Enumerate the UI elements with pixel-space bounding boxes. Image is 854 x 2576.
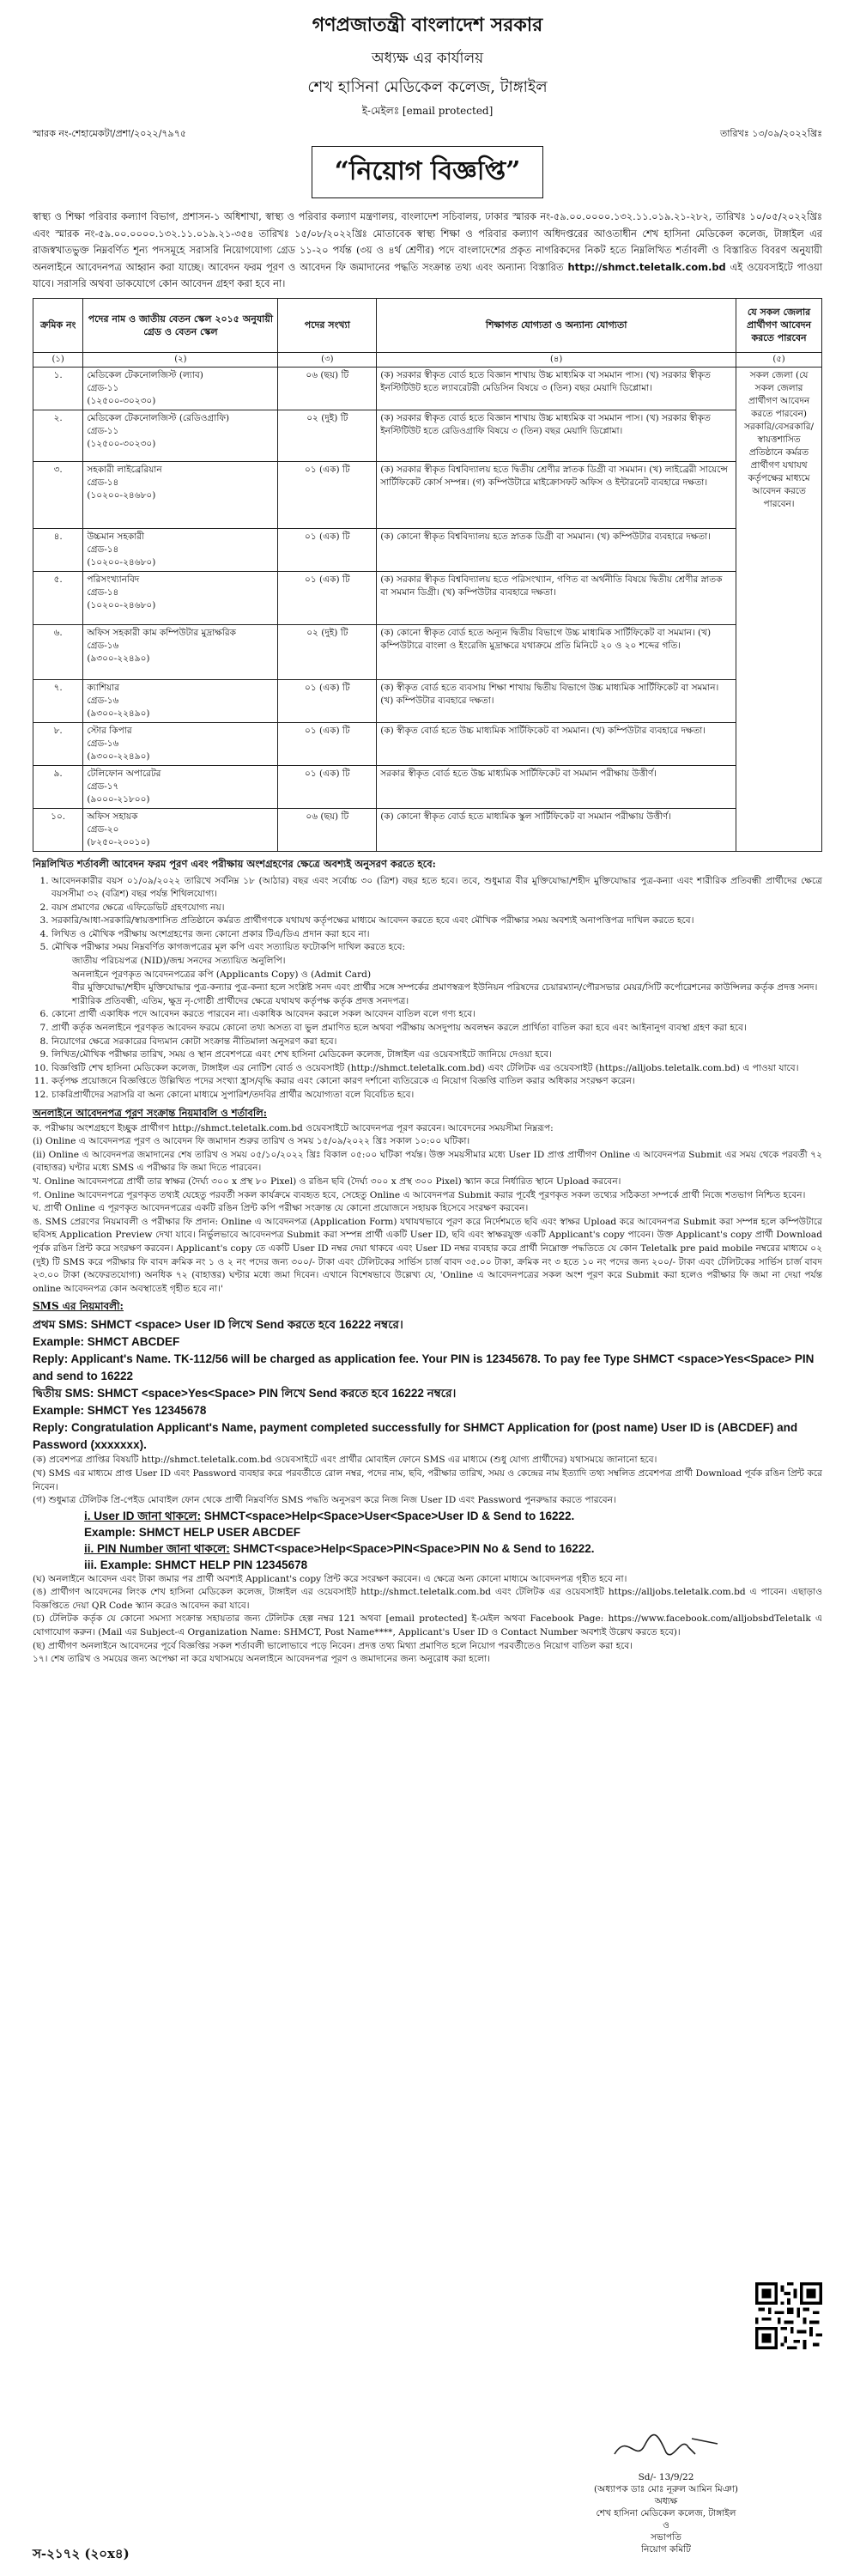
row-post: [83, 367, 278, 410]
help-example: iii. Example: SHMCT HELP PIN 12345678: [84, 1558, 308, 1571]
online-line-i: (i) Online এ আবেদনপত্র পূরণ ও আবেদন ফি জমাদান শুরুর তারিখ ও সময় ১৫/০৯/২০২২ খ্রিঃ সকাল ১০:০০ ঘটিকা।: [33, 1136, 470, 1147]
row-qualification: (ক) স্বীকৃত বোর্ড হতে উচ্চ মাধ্যমিক সার্টিফিকেট বা সমমান। (খ) কম্পিউটার ব্যবহারে দক্ষতা।: [377, 722, 736, 765]
intro-paragraph: [33, 209, 822, 293]
signatory-name: (অধ্যাপক ডাঃ মোঃ নূরুল আমিন মিঞা): [594, 2484, 738, 2494]
post-grade: গ্রেড-১৬: [87, 695, 119, 706]
row-count: ০১ (এক) টি: [278, 571, 377, 624]
row-count: ০১ (এক) টি: [278, 722, 377, 765]
online-para-ung: ঙ. SMS প্রেরণের নিয়মাবলী ও পরীক্ষার ফি প্রদান: Online এ আবেদনপত্র (Application Form) যথাযথভাবে পূরণ করে নির্দেশমতে ছবি এবং স্বাক্ষর Upload করে আবেদনপত্র Submit করা সম্পন্ন হলে কম্পিউটারে ছবিসহ Application Preview দেখা যাবে। নির্ভুলভাবে আবেদনপত্র Submit করা সম্পন্ন প্রার্থী একটি User ID, ছবি এবং স্বাক্ষরযুক্ত একটি Applicant's copy পাবেন। উক্ত Applicant's copy প্রার্থী Download পূর্বক রঙিন প্রিন্ট করে সংরক্ষণ করবেন। Applicant's copy তে একটি User ID নম্বর দেয়া থাকবে এবং User ID নম্বর ব্যবহার করে প্রার্থী নিম্নোক্ত পদ্ধতিতে যে কোন Teletalk pre paid mobile নম্বরের মাধ্যমে ০২ (দুই) টি SMS করে পরীক্ষার ফি বাবদ ক্রমিক নং ১ ও ২ নং পদের জন্য ৩০০/- টাকা এবং টেলিটকের সার্ভিস চার্জ বাবদ ৩৫.০০ টাকা, ক্রমিক নং ৩ হতে ১০ নং পদের জন্য ২০০/- টাকা এবং টেলিটকের সার্ভিস চার্জ বাবদ ২৩.০০ টাকা (অফেরতযোগ্য) অনধিক ৭২ (বাহাত্তর) ঘণ্টার মধ্যে জমা দিবেন। এখানে বিশেষভাবে উল্লেখ্য যে, 'Online এ আবেদনপত্রের সকল অংশ পূরণ করে Submit করা হলেও পরীক্ষার ফি জমা না দেয়া পর্যন্ত online আবেদনপত্র কোন অবস্থাতেই গৃহীত হবে না।': [33, 1216, 822, 1294]
row-serial: ৪.: [33, 528, 83, 571]
job-circular-page: [33, 7, 822, 2569]
sms-note-ung: (ঙ) প্রার্থীগণ আবেদনের লিংক শেখ হাসিনা মেডিকেল কলেজ, টাঙ্গাইল এর ওয়েবসাইট http://shmct.teletalk.com.bd এবং টেলিটক এর ওয়েবসাইট https://alljobs.teletalk.com.bd এ পাবেন। এছাড়াও বিজ্ঞপ্তিতে দেয়া QR Code স্ক্যান করেও আবেদন করা যাবে।: [33, 1587, 822, 1611]
row-post: [83, 765, 278, 808]
closing-note: ১৭। শেষ তারিখ ও সময়ের জন্য অপেক্ষা না করে যথাসময়ে অনলাইনে আবেদনপত্র পূরণ ও জমাদানের জন্য অনুরোধ করা হলো।: [33, 1654, 490, 1665]
online-para-kha: খ. Online আবেদনপত্রে প্রার্থী তার স্বাক্ষর (দৈর্ঘ্য ৩০০ x প্রস্থ ৮০ Pixel) ও রঙিন ছবি (দৈর্ঘ্য ৩০০ x প্রস্থ ৩০০ Pixel) স্ক্যান করে নির্ধারিত স্থানে Upload করবেন।: [33, 1176, 621, 1187]
intro-text-after: এই ওয়েবসাইটে পাওয়া যাবে। সরাসরি অথবা ডাকযোগে কোন আবেদন গ্রহণ করা হবে না।: [33, 260, 823, 289]
conditions-list: [33, 875, 822, 1103]
post-name: পরিসংখ্যানবিদ: [87, 574, 140, 585]
header-post-count: পদের সংখ্যা: [278, 298, 377, 352]
help-label: ii. PIN Number জানা থাকলে:: [84, 1541, 230, 1555]
table-row: [33, 367, 822, 410]
sms-reply-1: Reply: Applicant's Name. TK-112/56 will be charged as application fee. Your PIN is 12345678. To pay fee Type SHMCT <space>Yes<Space> PIN and send to 16222: [33, 1352, 815, 1383]
row-qualification: (ক) কোনো স্বীকৃত বিশ্ববিদ্যালয় হতে স্নাতক ডিগ্রী বা সমমান। (খ) কম্পিউটার ব্যবহারে দক্ষতা।: [377, 528, 736, 571]
post-grade: গ্রেড-১১: [87, 425, 119, 436]
online-para-ga: গ. Online আবেদনপত্রে পূরণকৃত তথ্যই যেহেতু পরবর্তী সকল কার্যক্রমে ব্যবহৃত হবে, সেহেতু Online এ আবেদনপত্র Submit করার পূর্বেই পূরণকৃত সকল তথ্যের সঠিকতা সম্পর্কে প্রার্থী নিজে শতভাগ নিশ্চিত হবেন।: [33, 1189, 806, 1200]
row-serial: ৯.: [33, 765, 83, 808]
row-serial: ৩.: [33, 461, 83, 528]
intro-text: স্বাস্থ্য ও শিক্ষা পরিবার কল্যাণ বিভাগ, প্রশাসন-১ অধিশাখা, স্বাস্থ্য ও পরিবার কল্যাণ মন্ত্রণালয়, বাংলাদেশ সচিবালয়, ঢাকার স্মারক নং-৫৯.০০.০০০০.১৩২.১১.০১৯.২১-২৮২, তারিখঃ ১০/০৫/২০২২খ্রিঃ এবং স্মারক নং-৫৯.০০.০০০০.১৩২.১১.০১৯.২১-৩৫৪ তারিখঃ ১৫/০৮/২০২২খ্রিঃ মোতাবেক স্বাস্থ্য শিক্ষা ও পরিবার কল্যাণ অধিদপ্তরের আওতাধীন শেখ হাসিনা মেডিকেল কলেজ, টাঙ্গাইল এর রাজস্বখাতভুক্ত নিম্নবর্ণিত শূন্য পদসমূহে সরাসরি নিয়োগযোগ্য গ্রেড ১১-২০ পর্যন্ত (৩য় ও ৪র্থ শ্রেণীর) পদে বাংলাদেশের প্রকৃত নাগরিকদের নিকট হতে নিম্নলিখিত শর্তাবলী ও বিস্তারিত বিবরণ অনুযায়ী অনলাইনে আবেদনপত্র আহ্বান করা যাচ্ছে। আবেদন ফরম পূরণ ও আবেদন ফি জমাদানের পদ্ধতি সংক্রান্ত তথ্য এবং অন্যান্য বিস্তারিত: [33, 210, 822, 273]
condition-item: 4. লিখিত ও মৌখিক পরীক্ষায় অংশগ্রহণের জন্য কোনো প্রকার টিএ/ডিএ প্রদান করা হবে না।: [51, 928, 822, 942]
row-serial: ২.: [33, 410, 83, 461]
post-scale: (৯৩০০-২২৪৯০): [87, 708, 150, 719]
row-serial: ১.: [33, 367, 83, 410]
row-count: ০১ (এক) টি: [278, 461, 377, 528]
sms-example-2: Example: SHMCT Yes 12345678: [33, 1404, 207, 1418]
memo-number: স্মারক নং-শেহামেকটা/প্রশা/২০২২/৭৯৭৫: [33, 128, 186, 139]
condition-item: 10. বিজ্ঞপ্তিটি শেখ হাসিনা মেডিকেল কলেজ, টাঙ্গাইল এর নোটিশ বোর্ড ও ওয়েবসাইট (http://shmct.teletalk.com.bd) এবং টেলিটক এর ওয়েবসাইট (https://alljobs.teletalk.com.bd) এ পাওয়া যাবে।: [51, 1062, 822, 1076]
post-grade: গ্রেড-১৪: [87, 586, 119, 598]
header-serial: ক্রমিক নং: [33, 298, 83, 352]
condition-item: 1. আবেদনকারীর বয়স ০১/০৯/২০২২ তারিখে সর্বনিম্ন ১৮ (আঠার) বছর এবং সর্বোচ্চ ৩০ (ত্রিশ) বছর হতে হবে। তবে, শুধুমাত্র বীর মুক্তিযোদ্ধা/শহীদ মুক্তিযোদ্ধার পুত্র-কন্যা এবং শারীরিক প্রতিবন্ধী প্রার্থীদের ক্ষেত্রে বয়সসীমা ৩২ (বত্রিশ) বছর পর্যন্ত শিথিলযোগ্য।: [51, 875, 822, 902]
help-body: SHMCT<space>Help<Space>PIN<Space>PIN No & Send to 16222.: [233, 1541, 595, 1555]
row-serial: ৭.: [33, 679, 83, 722]
row-post: [83, 679, 278, 722]
post-name: উচ্চমান সহকারী: [87, 531, 145, 542]
office-name: অধ্যক্ষ এর কার্যালয়: [371, 50, 484, 67]
condition-item: 2. বয়স প্রমাণের ক্ষেত্রে এফিডেভিট গ্রহণযোগ্য নয়।: [51, 902, 822, 915]
column-number-row: [33, 352, 822, 367]
row-count: ০৬ (ছয়) টি: [278, 367, 377, 410]
col-number: (৫): [736, 352, 822, 367]
posts-table: [33, 298, 822, 852]
table-row: [33, 410, 822, 461]
row-post: [83, 571, 278, 624]
circular-title: “নিয়োগ বিজ্ঞপ্তি”: [312, 146, 544, 198]
document-list: [51, 955, 822, 1008]
condition-item: 11. কর্তৃপক্ষ প্রয়োজনে বিজ্ঞপ্তিতে উল্লিখিত পদের সংখ্যা হ্রাস/বৃদ্ধি করার এবং কোনো কারণ দর্শানো ব্যতিরেকে এ নিয়োগ বিজ্ঞপ্তি বাতিল করার অধিকার সংরক্ষণ করেন।: [51, 1075, 822, 1089]
signature-scribble-icon: [606, 2428, 726, 2468]
table-row: [33, 571, 822, 624]
row-count: ০১ (এক) টি: [278, 679, 377, 722]
sms-note-ga: (গ) শুধুমাত্র টেলিটক প্রি-পেইড মোবাইল ফোন থেকে প্রার্থী নিম্নবর্ণিত SMS পদ্ধতি অনুসরণ করে নিজ নিজ User ID এবং Password পুনরুদ্ধার করতে পারবেন।: [33, 1495, 616, 1506]
table-row: [33, 461, 822, 528]
row-count: ০২ (দুই) টি: [278, 624, 377, 679]
government-name: গণপ্রজাতন্ত্রী বাংলাদেশ সরকার: [312, 14, 543, 36]
title-box: [33, 146, 822, 198]
table-row: [33, 765, 822, 808]
row-post: [83, 624, 278, 679]
row-count: ০১ (এক) টি: [278, 528, 377, 571]
help-label: i. User ID জানা থাকলে:: [84, 1509, 202, 1522]
online-para-gha: ঘ. প্রার্থী Online এ পূরণকৃত আবেদনপত্রের একটি রঙিন প্রিন্ট কপি পরীক্ষা সংক্রান্ত যে কোনো প্রয়োজনে সহায়ক হিসেবে সংরক্ষণ করবেন।: [33, 1203, 529, 1214]
sms-first: প্রথম SMS: SHMCT <space> User ID লিখে Send করতে হবে 16222 নম্বরে।: [33, 1318, 403, 1332]
header-districts: যে সকল জেলার প্রার্থীগণ আবেদন করতে পারবেন: [736, 298, 822, 352]
header-post-name: পদের নাম ও জাতীয় বেতন স্কেল ২০১৫ অনুযায়ী গ্রেড ও বেতন স্কেল: [83, 298, 278, 352]
post-grade: গ্রেড-১১: [87, 382, 119, 393]
help-user-id: [84, 1508, 822, 1524]
post-name: টেলিফোন অপারেটর: [87, 768, 161, 779]
row-qualification: (ক) কোনো স্বীকৃত বোর্ড হতে মাধ্যমিক স্কুল সার্টিফিকেট বা সমমান পরীক্ষায় উত্তীর্ণ।: [377, 808, 736, 851]
col-number: (১): [33, 352, 83, 367]
sms-note-gha: (ঘ) অনলাইনে আবেদন এবং টাকা জমার পর প্রার্থী অবশ্যই Applicant's copy প্রিন্ট করে সংরক্ষণ করবেন। এ ক্ষেত্রে অন্য কোনো মাধ্যমে আবেদনপত্র গৃহীত হবে না।: [33, 1573, 627, 1584]
table-row: [33, 528, 822, 571]
row-qualification: (ক) স্বীকৃত বোর্ড হতে ব্যবসায় শিক্ষা শাখায় দ্বিতীয় বিভাগে উচ্চ মাধ্যমিক সার্টিফিকেট বা সমমান। (খ) কম্পিউটার ব্যবহারে দক্ষতা।: [377, 679, 736, 722]
post-name: ক্যাশিয়ার: [87, 682, 120, 693]
row-count: ০৬ (ছয়) টি: [278, 808, 377, 851]
row-post: [83, 722, 278, 765]
row-post: [83, 528, 278, 571]
post-name: অফিস সহকারী কাম কম্পিউটার মুদ্রাক্ষরিক: [87, 627, 236, 638]
help-pin: [84, 1540, 822, 1557]
signatory-committee: সভাপতি: [651, 2532, 681, 2543]
condition-item: [51, 941, 822, 1008]
document-item: অনলাইনে পূরণকৃত আবেদনপত্রের কপি (Applicants Copy) ও (Admit Card): [72, 969, 372, 980]
footer-code: স-২১৭২ (২০x৪): [33, 2546, 130, 2561]
college-email: ই-মেইলঃ [email protected]: [361, 105, 494, 117]
post-scale: (১২৫০০-৩০২৩০): [87, 395, 156, 406]
table-row: [33, 624, 822, 679]
password-help-list: [84, 1508, 822, 1573]
document-item: জাতীয় পরিচয়পত্র (NID)/জন্ম সনদের সত্যায়িত অনুলিপি।: [72, 956, 286, 967]
post-grade: গ্রেড-১৪: [87, 544, 119, 555]
col-number: (২): [83, 352, 278, 367]
row-post: [83, 808, 278, 851]
post-scale: (৯৩০০-২২৪৯০): [87, 750, 150, 762]
sms-heading: SMS এর নিয়মাবলী:: [33, 1300, 124, 1313]
sms-second: দ্বিতীয় SMS: SHMCT <space>Yes<Space> PIN লিখে Send করতে হবে 16222 নম্বরে।: [33, 1387, 457, 1400]
post-scale: (১০২০০-২৪৬৮০): [87, 489, 156, 501]
row-qualification: (ক) কোনো স্বীকৃত বোর্ড হতে অন্যূন দ্বিতীয় বিভাগে উচ্চ মাধ্যমিক সার্টিফিকেট বা সমমান। (খ) কম্পিউটারে বাংলা ও ইংরেজি মুদ্রাক্ষরে যথাক্রমে প্রতি মিনিটে ২০ ও ২০ শব্দের গতি।: [377, 624, 736, 679]
post-name: মেডিকেল টেকনোলজিস্ট (ল্যাব): [87, 369, 203, 380]
row-serial: ৮.: [33, 722, 83, 765]
online-line-ii: (ii) Online এ আবেদনপত্র জমাদানের শেষ তারিখ ও সময় ০৫/১০/২০২২ খ্রিঃ বিকাল ০৫:০০ ঘটিকা পর্যন্ত। উক্ত সময়সীমার মধ্যে User ID প্রাপ্ত প্রার্থীগণ Online এ আবেদনপত্র Submit এর সময় থেকে পরবর্তী ৭২ (বাহাত্তর) ঘণ্টার মধ্যে SMS এ পরীক্ষার ফি জমা দিতে পারবেন।: [33, 1149, 822, 1174]
signatory-committee-name: নিয়োগ কমিটি: [641, 2544, 691, 2555]
help-body: SHMCT<space>Help<Space>User<Space>User ID & Send to 16222.: [203, 1509, 575, 1522]
post-name: সহকারী লাইব্রেরিয়ান: [87, 464, 162, 475]
sms-note-chha: (ছ) প্রার্থীগণ অনলাইনে আবেদনের পূর্বে বিজ্ঞপ্তির সকল শর্তাবলী ভালোভাবে পড়ে নিবেন। প্রদত্ত তথ্য মিথ্যা প্রমাণিত হলে নিয়োগ পরবর্তীতেও নিয়োগ বাতিল করা হবে।: [33, 1640, 633, 1651]
post-grade: গ্রেড-১৬: [87, 640, 119, 651]
signatory-role: ও: [663, 2520, 669, 2530]
post-scale: (১০২০০-২৪৬৮০): [87, 556, 156, 568]
row-qualification: (ক) সরকার স্বীকৃত বোর্ড হতে বিজ্ঞান শাখায় উচ্চ মাধ্যমিক বা সমমান পাস। (খ) সরকার স্বীকৃত ইনস্টিটিউট হতে রেডিওগ্রাফি বিষয়ে ৩ (তিন) বছর মেয়াদি ডিপ্লোমা।: [377, 410, 736, 461]
table-row: [33, 679, 822, 722]
row-count: ০১ (এক) টি: [278, 765, 377, 808]
row-post: [83, 461, 278, 528]
row-serial: ১০.: [33, 808, 83, 851]
signatory-org: শেখ হাসিনা মেডিকেল কলেজ, টাঙ্গাইল: [596, 2508, 736, 2518]
condition-item: 3. সরকারি/আধা-সরকারি/স্বায়ত্তশাসিত প্রতিষ্ঠানে কর্মরত প্রার্থীগণকে যথাযথ কর্তৃপক্ষের মাধ্যমে আবেদন করতে হবে এবং মৌখিক পরীক্ষার সময় অবশ্যই অনাপত্তিপত্র দাখিল করতে হবে।: [51, 914, 822, 928]
row-qualification: (ক) সরকার স্বীকৃত বোর্ড হতে বিজ্ঞান শাখায় উচ্চ মাধ্যমিক বা সমমান পাস। (খ) সরকার স্বীকৃত ইনস্টিটিউট হতে ল্যাবরেটরী মেডিসিন বিষয়ে ৩ (তিন) বছর মেয়াদি ডিপ্লোমা।: [377, 367, 736, 410]
signatory-title: অধ্যক্ষ: [654, 2496, 678, 2506]
sms-note-ka: (ক) প্রবেশপত্র প্রাপ্তির বিষয়টি http://shmct.teletalk.com.bd ওয়েবসাইটে এবং প্রার্থীর মোবাইল ফোনে SMS এর মাধ্যমে (শুধু যোগ্য প্রার্থীদের) যথাসময়ে জানানো হবে।: [33, 1455, 657, 1466]
quota-note: সকল জেলা (যে সকল জেলার প্রার্থীগণ আবেদন করতে পারবেন) সরকারি/বেসরকারি/স্বায়ত্তশাসিত প্রতিষ্ঠানে কর্মরত প্রার্থীগণ যথাযথ কর্তৃপক্ষের মাধ্যমে আবেদন করতে পারবেন।: [736, 367, 822, 851]
memo-row: [33, 126, 822, 143]
condition-item: 7. প্রার্থী কর্তৃক অনলাইনে পূরণকৃত আবেদন ফরমে কোনো তথ্য অসত্য বা ভুল প্রমাণিত হলে অথবা পরীক্ষায় অসদুপায় অবলম্বন করলে প্রার্থিতা বাতিল করা হবে এবং আইনানুগ ব্যবস্থা গ্রহণ করা হবে।: [51, 1022, 822, 1036]
signature-block: [554, 2428, 778, 2555]
college-name: শেখ হাসিনা মেডিকেল কলেজ, টাঙ্গাইল: [307, 78, 548, 96]
condition-item: 9. লিখিত/মৌখিক পরীক্ষার তারিখ, সময় ও স্থান প্রবেশপত্রে এবং শেখ হাসিনা মেডিকেল কলেজ, টাঙ্গাইল এর ওয়েবসাইটে জানিয়ে দেওয়া হবে।: [51, 1048, 822, 1062]
condition-text: মৌখিক পরীক্ষার সময় নিম্নবর্ণিত কাগজপত্রের মূল কপি এবং সত্যায়িত ফটোকপি দাখিল করতে হবে:: [51, 942, 406, 953]
table-row: [33, 808, 822, 851]
post-name: মেডিকেল টেকনোলজিস্ট (রেডিওগ্রাফি): [87, 412, 230, 423]
sms-note-cha: (চ) টেলিটক কর্তৃক যে কোনো সমস্যা সংক্রান্ত সহায়তার জন্য টেলিটক হেল্প নম্বর 121 অথবা [email protected] ই-মেইল অথবা Facebook Page: https://www.facebook.com/alljobsbdTeletalk এ যোগাযোগ করুন। (Mail এর Subject-এ Organization Name: SHMCT, Post Name****, Applicant's User ID ও Contact Number অবশ্যই উল্লেখ করতে হবে)।: [33, 1613, 822, 1638]
sms-reply-2: Reply: Congratulation Applicant's Name, payment completed successfully for SHMCT Application for (post name) User ID is (ABCDEF) and Password (xxxxxxx).: [33, 1421, 798, 1452]
online-heading: অনলাইনে আবেদনপত্র পূরণ সংক্রান্ত নিয়মাবলি ও শর্তাবলি:: [33, 1106, 267, 1119]
online-para-ka: ক. পরীক্ষায় অংশগ্রহণে ইচ্ছুক প্রার্থীগণ http://shmct.teletalk.com.bd ওয়েবসাইটে আবেদনপত্র পূরণ করবেন। আবেদনের সময়সীমা নিম্নরূপ:: [33, 1122, 554, 1133]
condition-item: 12. চাকরিপ্রার্থীদের সরাসরি বা অন্য কোনো মাধ্যমে সুপারিশ/তদবির প্রার্থীর অযোগ্যতা বলে বিবেচিত হবে।: [51, 1089, 822, 1103]
table-header-row: [33, 298, 822, 352]
signature-date: Sd/- 13/9/22: [638, 2472, 694, 2482]
qr-code-icon[interactable]: [755, 2282, 822, 2349]
help-example: Example: SHMCT HELP USER ABCDEF: [84, 1525, 301, 1539]
document-item: শারীরিক প্রতিবন্ধী, এতিম, ক্ষুদ্র নৃ-গোষ্ঠী প্রার্থীদের ক্ষেত্রে যথাযথ কর্তৃপক্ষ কর্তৃক প্রদত্ত সনদপত্র।: [72, 995, 409, 1006]
col-number: (৩): [278, 352, 377, 367]
post-scale: (৯০০০-২১৮০০): [87, 793, 150, 805]
post-name: স্টোর কিপার: [87, 725, 132, 736]
post-grade: গ্রেড-১৪: [87, 477, 119, 488]
document-item: বীর মুক্তিযোদ্ধা/শহীদ মুক্তিযোদ্ধার পুত্র-কন্যার পুত্র-কন্যা হলে সংশ্লিষ্ট সনদ এবং প্রার্থীর সঙ্গে সম্পর্কের প্রমাণস্বরূপ ইউনিয়ন পরিষদের চেয়ারম্যান/পৌরসভার মেয়র/সিটি কর্পোরেশনের কাউন্সিলর কর্তৃক প্রদত্ত সনদ।: [72, 982, 818, 993]
sms-example-1: Example: SHMCT ABCDEF: [33, 1335, 180, 1349]
table-row: [33, 722, 822, 765]
post-scale: (১০২০০-২৪৬৮০): [87, 599, 156, 611]
row-count: ০২ (দুই) টি: [278, 410, 377, 461]
row-post: [83, 410, 278, 461]
post-grade: গ্রেড-১৬: [87, 738, 119, 749]
post-grade: গ্রেড-২০: [87, 823, 119, 835]
sms-note-kha: (খ) SMS এর মাধ্যমে প্রাপ্ত User ID এবং Password ব্যবহার করে পরবর্তীতে রোল নম্বর, পদের নাম, ছবি, পরীক্ষার তারিখ, সময় ও কেন্দ্রের নাম ইত্যাদি তথ্য সম্বলিত প্রবেশপত্র প্রার্থী Download পূর্বক রঙিন প্রিন্ট করে নিবেন।: [33, 1467, 822, 1492]
post-scale: (৯৩০০-২২৪৯০): [87, 653, 150, 664]
conditions-heading: নিম্নলিখিত শর্তাবলী আবেদন ফরম পূরণ এবং পরীক্ষায় অংশগ্রহণের ক্ষেত্রে অবশ্যই অনুসরণ করতে হবে:: [33, 857, 436, 870]
header-qualification: শিক্ষাগত যোগ্যতা ও অন্যান্য যোগ্যতা: [377, 298, 736, 352]
row-serial: ৫.: [33, 571, 83, 624]
intro-url[interactable]: http://shmct.teletalk.com.bd: [567, 260, 726, 273]
post-scale: (৮২৫০-২০০১০): [87, 836, 150, 848]
post-scale: (১২৫০০-৩০২৩০): [87, 438, 156, 449]
row-qualification: (ক) সরকার স্বীকৃত বিশ্ববিদ্যালয় হতে পরিসংখ্যান, গণিত বা অর্থনীতি বিষয়ে দ্বিতীয় শ্রেণীর স্নাতক বা সমমান ডিগ্রী। (খ) কম্পিউটার ব্যবহারে দক্ষতা।: [377, 571, 736, 624]
row-qualification: সরকার স্বীকৃত বোর্ড হতে উচ্চ মাধ্যমিক সার্টিফিকেট বা সমমান পরীক্ষায় উত্তীর্ণ।: [377, 765, 736, 808]
header: [33, 10, 822, 121]
post-grade: গ্রেড-১৭: [87, 781, 119, 792]
row-qualification: (ক) সরকার স্বীকৃত বিশ্ববিদ্যালয় হতে দ্বিতীয় শ্রেণীর স্নাতক ডিগ্রী বা সমমান। (খ) লাইব্রেরী সায়েন্সে সার্টিফিকেট কোর্স সম্পন্ন। (গ) কম্পিউটারে মাইক্রোসফট অফিস ও ইন্টারনেট ব্যবহারে দক্ষতা।: [377, 461, 736, 528]
post-name: অফিস সহায়ক: [87, 811, 138, 822]
condition-item: 8. নিয়োগের ক্ষেত্রে সরকারের বিদ্যমান কোটা সংক্রান্ত নীতিমালা অনুসরণ করা হবে।: [51, 1036, 822, 1049]
col-number: (৪): [377, 352, 736, 367]
circular-date: তারিখঃ ১৩/০৯/২০২২খ্রিঃ: [719, 128, 822, 139]
row-serial: ৬.: [33, 624, 83, 679]
condition-item: 6. কোনো প্রার্থী একাধিক পদে আবেদন করতে পারবেন না। একাধিক আবেদন করলে সকল আবেদন বাতিল বলে গণ্য হবে।: [51, 1008, 822, 1022]
